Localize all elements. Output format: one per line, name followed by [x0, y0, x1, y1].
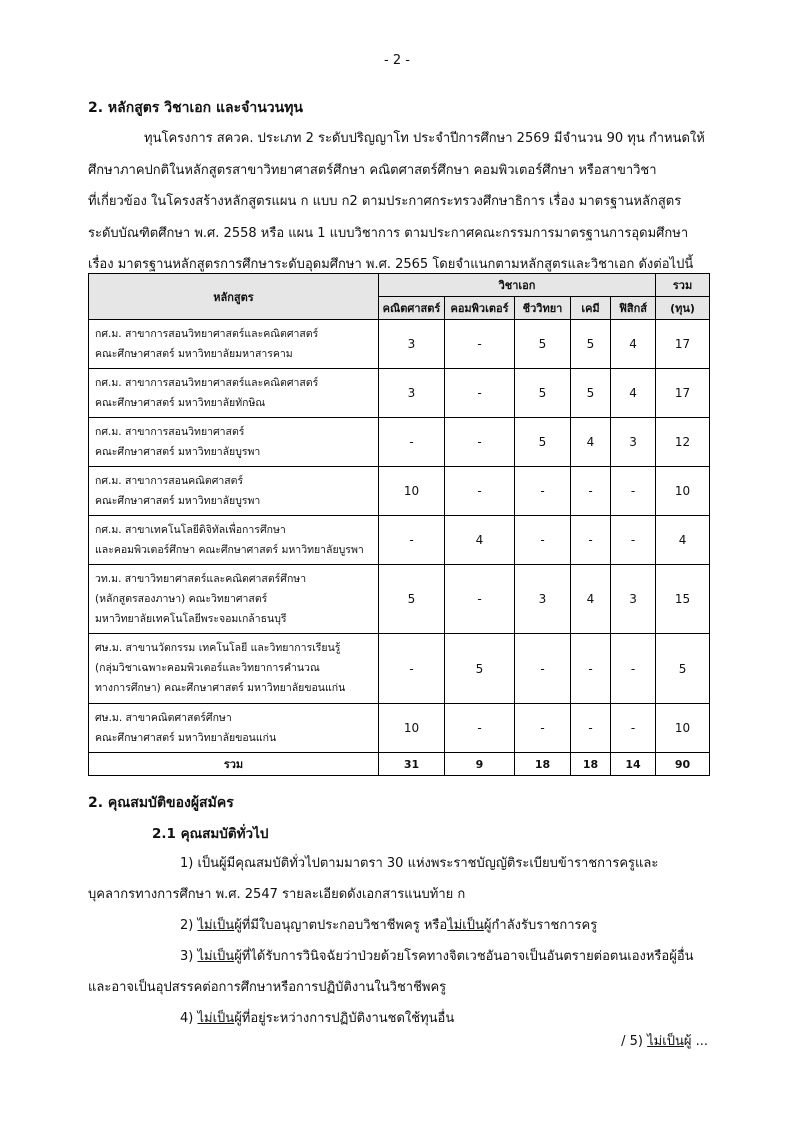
quota-cell: - [611, 516, 656, 565]
intro-line: ระดับบัณฑิตศึกษา พ.ศ. 2558 หรือ แผน 1 แบบวิชาการ ตามประกาศคณะกรรมการมาตรฐานการอุดมศึกษา [88, 225, 689, 241]
quota-cell: - [515, 467, 571, 516]
section-heading-qualifications: 2. คุณสมบัติของผู้สมัคร [88, 795, 234, 811]
quota-cell: - [445, 320, 515, 369]
qualification-item-3-line1: 3) ไม่เป็นผู้ที่ได้รับการวินิจฉัยว่าป่วยด้วยโรคทางจิตเวชอันอาจเป็นอันตรายต่อตนเองหรือผู้อื่น [180, 949, 694, 964]
quota-cell: 5 [445, 634, 515, 704]
program-cell [89, 418, 379, 467]
quota-cell: - [379, 418, 445, 467]
row-total-cell: 15 [656, 565, 710, 634]
program-line: (กลุ่มวิชาเฉพาะคอมพิวเตอร์และวิทยาการคำนวณ [95, 662, 320, 674]
program-cell [89, 516, 379, 565]
scholarship-quota-table [88, 273, 710, 776]
major-header: เคมี [571, 297, 611, 320]
quota-cell: 5 [515, 418, 571, 467]
row-total-cell: 12 [656, 418, 710, 467]
intro-line: ศึกษาภาคปกติในหลักสูตรสาขาวิทยาศาสตร์ศึกษา คณิตศาสตร์ศึกษา คอมพิวเตอร์ศึกษา หรือสาขาวิชา [88, 162, 657, 178]
quota-cell: 5 [515, 320, 571, 369]
qualification-item-4: 4) ไม่เป็นผู้ที่อยู่ระหว่างการปฏิบัติงานชดใช้ทุนอื่น [180, 1011, 455, 1026]
table-row [89, 565, 710, 634]
program-line: คณะศึกษาศาสตร์ มหาวิทยาลัยมหาสารคาม [95, 348, 293, 360]
footer-value: 31 [379, 753, 445, 776]
quota-cell: - [445, 704, 515, 753]
quota-cell: - [571, 704, 611, 753]
quota-cell: - [445, 418, 515, 467]
program-line: คณะศึกษาศาสตร์ มหาวิทยาลัยทักษิณ [95, 397, 266, 409]
quota-cell: - [611, 467, 656, 516]
quota-cell: 10 [379, 467, 445, 516]
quota-cell: - [445, 467, 515, 516]
footer-value: 14 [611, 753, 656, 776]
quota-cell: - [571, 467, 611, 516]
program-line: คณะศึกษาศาสตร์ มหาวิทยาลัยบูรพา [95, 495, 261, 507]
quota-cell: - [611, 704, 656, 753]
header-total: รวม [656, 274, 710, 297]
sub-heading-general: 2.1 คุณสมบัติทั่วไป [152, 826, 269, 842]
footer-label: รวม [89, 753, 379, 776]
major-header: คอมพิวเตอร์ [445, 297, 515, 320]
footer-value: 9 [445, 753, 515, 776]
quota-cell: 5 [571, 369, 611, 418]
program-line: กศ.ม. สาขาเทคโนโลยีดิจิทัลเพื่อการศึกษา [95, 524, 286, 536]
quota-cell: - [515, 634, 571, 704]
program-cell [89, 467, 379, 516]
row-total-cell: 10 [656, 704, 710, 753]
row-total-cell: 10 [656, 467, 710, 516]
quota-cell: 3 [611, 418, 656, 467]
program-line: ศษ.ม. สาขานวัตกรรม เทคโนโลยี และวิทยาการเรียนรู้ [95, 642, 341, 654]
table-row [89, 516, 710, 565]
quota-cell: 4 [445, 516, 515, 565]
quota-cell: 10 [379, 704, 445, 753]
intro-line: ที่เกี่ยวข้อง ในโครงสร้างหลักสูตรแผน ก แบบ ก2 ตามประกาศกระทรวงศึกษาธิการ เรื่อง มาตรฐานหลักสูตร [88, 194, 682, 209]
intro-line: ทุนโครงการ สควค. ประเภท 2 ระดับปริญญาโท ประจำปีการศึกษา 2569 มีจำนวน 90 ทุน กำหนดให้ [144, 131, 705, 146]
program-cell [89, 369, 379, 418]
footer-value: 18 [515, 753, 571, 776]
quota-cell: 4 [611, 320, 656, 369]
table-row [89, 369, 710, 418]
program-cell [89, 634, 379, 704]
section-heading-curriculum: 2. หลักสูตร วิชาเอก และจำนวนทุน [88, 100, 304, 116]
program-line: ทางการศึกษา) คณะศึกษาศาสตร์ มหาวิทยาลัยขอนแก่น [95, 682, 346, 694]
quota-cell: - [379, 516, 445, 565]
header-total-unit: (ทุน) [656, 297, 710, 320]
program-line: และคอมพิวเตอร์ศึกษา คณะศึกษาศาสตร์ มหาวิทยาลัยบูรพา [95, 544, 364, 556]
program-line: มหาวิทยาลัยเทคโนโลยีพระจอมเกล้าธนบุรี [95, 613, 287, 625]
table-row [89, 634, 710, 704]
table-row [89, 418, 710, 467]
program-line: คณะศึกษาศาสตร์ มหาวิทยาลัยขอนแก่น [95, 732, 277, 744]
quota-cell: - [571, 516, 611, 565]
page-number: - 2 - [384, 53, 410, 68]
table-row [89, 320, 710, 369]
qualification-item-1-line1: 1) เป็นผู้มีคุณสมบัติทั่วไปตามมาตรา 30 แห่งพระราชบัญญัติระเบียบข้าราชการครูและ [180, 856, 659, 871]
quota-cell: - [515, 516, 571, 565]
quota-cell: - [445, 565, 515, 634]
program-line: คณะศึกษาศาสตร์ มหาวิทยาลัยบูรพา [95, 446, 261, 458]
header-program: หลักสูตร [89, 274, 379, 320]
row-total-cell: 17 [656, 369, 710, 418]
quota-cell: 4 [571, 565, 611, 634]
program-line: กศ.ม. สาขาการสอนคณิตศาสตร์ [95, 475, 244, 487]
quota-cell: 4 [571, 418, 611, 467]
row-total-cell: 17 [656, 320, 710, 369]
major-header: ฟิสิกส์ [611, 297, 656, 320]
program-line: กศ.ม. สาขาการสอนวิทยาศาสตร์และคณิตศาสตร์ [95, 328, 319, 340]
program-line: ศษ.ม. สาขาคณิตศาสตร์ศึกษา [95, 712, 232, 724]
program-line: วท.ม. สาขาวิทยาศาสตร์และคณิตศาสตร์ศึกษา [95, 573, 307, 585]
quota-cell: - [571, 634, 611, 704]
program-line: (หลักสูตรสองภาษา) คณะวิทยาศาสตร์ [95, 593, 268, 605]
qualification-item-1-line2: บุคลากรทางการศึกษา พ.ศ. 2547 รายละเอียดดังเอกสารแนบท้าย ก [88, 887, 466, 902]
quota-cell: 3 [379, 320, 445, 369]
table-row [89, 467, 710, 516]
quota-cell: 3 [379, 369, 445, 418]
quota-cell: 3 [515, 565, 571, 634]
continued-note: / 5) ไม่เป็นผู้ ... [621, 1034, 708, 1049]
qualification-item-3-line2: และอาจเป็นอุปสรรคต่อการศึกษาหรือการปฏิบัติงานในวิชาชีพครู [88, 980, 447, 995]
quota-cell: 5 [515, 369, 571, 418]
row-total-cell: 4 [656, 516, 710, 565]
major-header: คณิตศาสตร์ [379, 297, 445, 320]
quota-cell: 3 [611, 565, 656, 634]
quota-cell: 5 [571, 320, 611, 369]
quota-cell: - [515, 704, 571, 753]
program-cell [89, 320, 379, 369]
quota-cell: - [379, 634, 445, 704]
intro-paragraph [88, 123, 708, 281]
quota-cell: - [445, 369, 515, 418]
intro-line: เรื่อง มาตรฐานหลักสูตรการศึกษาระดับอุดมศึกษา พ.ศ. 2565 โดยจำแนกตามหลักสูตรและวิชาเอก ดังต่อไปนี้ [88, 257, 694, 272]
program-cell [89, 565, 379, 634]
quota-cell: 4 [611, 369, 656, 418]
major-header: ชีววิทยา [515, 297, 571, 320]
footer-total: 90 [656, 753, 710, 776]
quota-cell: - [611, 634, 656, 704]
program-line: กศ.ม. สาขาการสอนวิทยาศาสตร์และคณิตศาสตร์ [95, 377, 319, 389]
table-row [89, 704, 710, 753]
program-cell [89, 704, 379, 753]
quota-cell: 5 [379, 565, 445, 634]
qualification-item-2: 2) ไม่เป็นผู้ที่มีใบอนุญาตประกอบวิชาชีพครู หรือไม่เป็นผู้กำลังรับราชการครู [180, 918, 598, 933]
row-total-cell: 5 [656, 634, 710, 704]
program-line: กศ.ม. สาขาการสอนวิทยาศาสตร์ [95, 426, 245, 438]
footer-value: 18 [571, 753, 611, 776]
header-major: วิชาเอก [379, 274, 656, 297]
